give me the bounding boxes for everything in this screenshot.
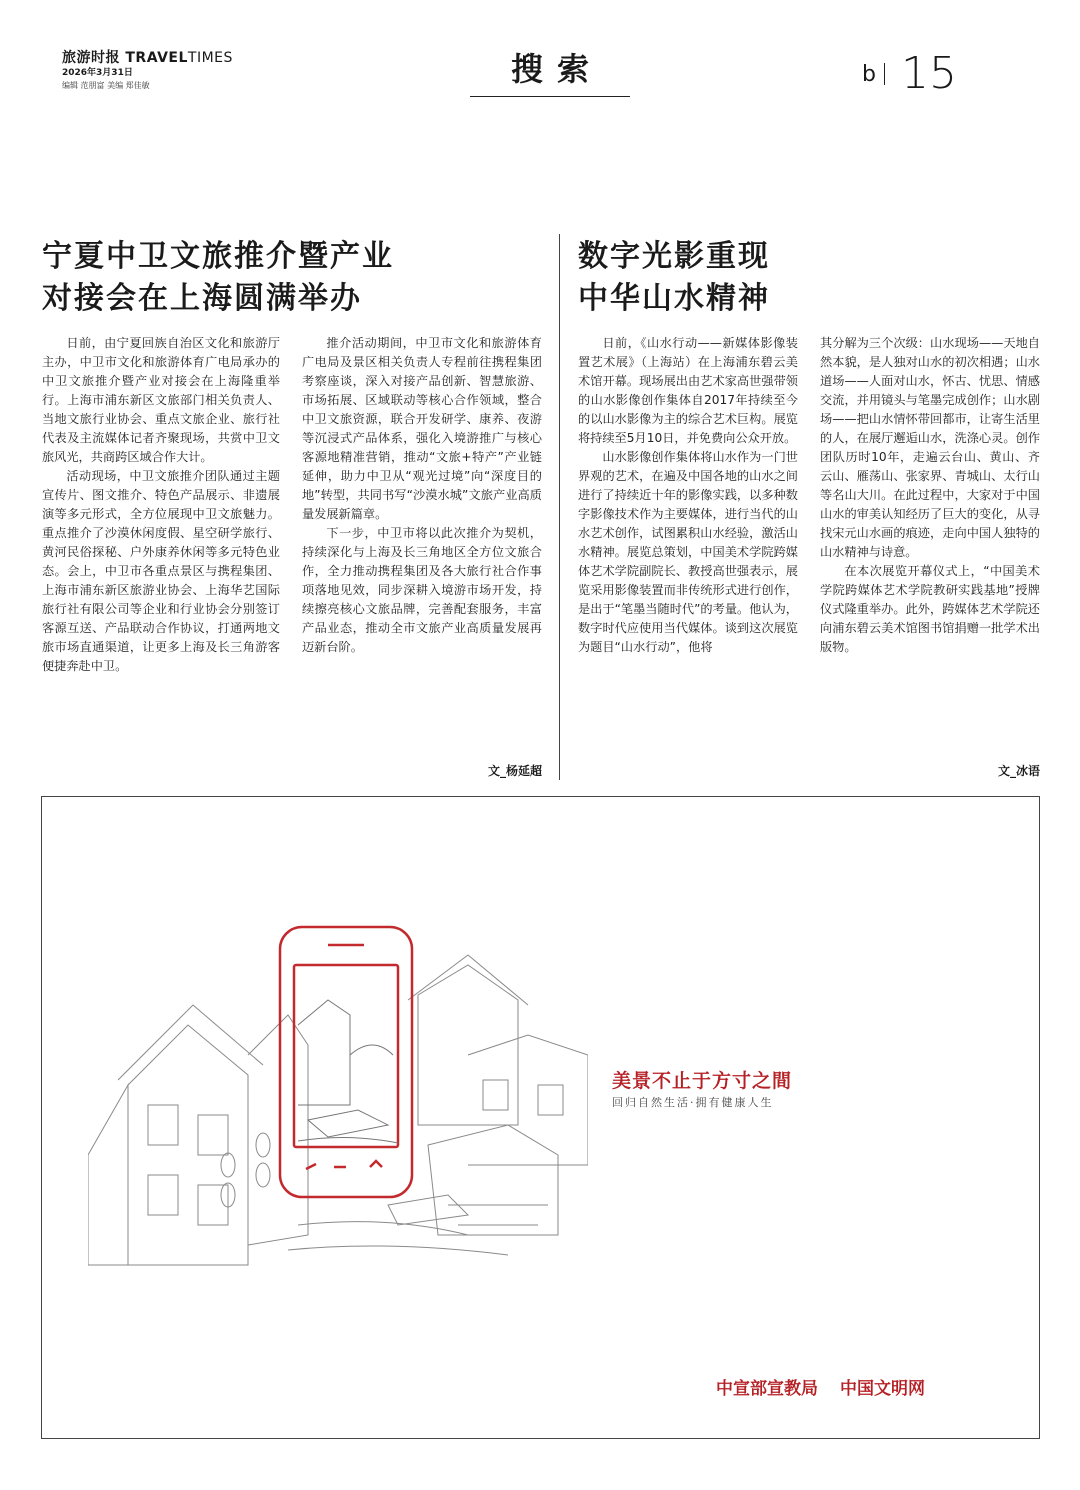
paragraph: 在本次展览开幕仪式上，“中国美术学院跨媒体艺术学院教研实践基地”授牌仪式隆重举办。此外，跨媒体艺术学院还向浦东碧云美术馆图书馆捐赠一批学术出版物。 [820,564,1040,654]
right-article-column-2 [820,334,1040,657]
paragraph: 下一步，中卫市将以此次推介为契机，持续深化与上海及长三角地区全方位文旅合作，全力推动携程集团及各大旅行社合作事项落地见效，同步深耕入境游市场开发，持续擦亮核心文旅品牌，完善配套服务，丰富产品业态，推动全市文旅产业高质量发展再迈新台阶。 [302,526,542,654]
right-article-headline: 数字光影重现 中华山水精神 [578,239,770,316]
right-article-column-1 [578,334,798,657]
left-article-column-2 [302,334,542,657]
phone-over-water-town-icon [88,905,588,1275]
sponsor-civilization-net: 中国文明网 [840,1379,925,1399]
masthead [62,50,233,92]
editor-line: 编辑 范朋富 美编 郑佳敏 [62,81,150,90]
paragraph: 推介活动期间，中卫市文化和旅游体育广电局及景区相关负责人专程前往携程集团考察座谈，深入对接产品创新、智慧旅游、市场拓展、区域联动等核心合作领域，整合中卫文旅资源，联合开发研学、康养、夜游等沉浸式产品体系，强化入境游推广与核心客源地精准营销，推动“文旅+特产”产业链延伸，助力中卫从“观光过境”向“深度目的地”转型，共同书写“沙漠水城”文旅产业高质量发展新篇章。 [302,336,542,521]
right-article-byline: 文_冰语 [997,764,1040,778]
page-number-value: 15 [900,48,957,99]
paragraph: 日前，由宁夏回族自治区文化和旅游厅主办，中卫市文化和旅游体育广电局承办的中卫文旅推介暨产业对接会在上海隆重举行。上海市浦东新区文旅部门相关负责人、当地文旅行业协会、重点文旅企业、旅行社代表及主流媒体记者齐聚现场，共赏中卫文旅风光，共商跨区域合作大计。 [42,336,280,464]
sponsor-propaganda-dept: 中宣部宣教局 [716,1379,818,1399]
paper-name-en: TIMES [187,50,233,66]
paper-name-cn: 旅游时报 [62,50,120,66]
page-letter: b [862,61,876,87]
paragraph: 日前，《山水行动——新媒体影像装置艺术展》（上海站）在上海浦东碧云美术馆开幕。现场展出由艺术家高世强带领的山水影像创作集体自2017年持续至今的以山水影像为主的综合艺术巨构。展览将持续至5月10日，并免费向公众开放。 [578,336,798,445]
paragraph: 其分解为三个次级：山水现场——天地自然本貌，是人独对山水的初次相遇；山水道场——人面对山水，怀古、忧思、情感交流，并用镜头与笔墨完成创作；山水剧场——把山水情怀带回都市，让寄生活里的人，在展厅邂逅山水，洗涤心灵。创作团队历时10年，走遍云台山、黄山、齐云山、雁荡山、张家界、青城山、太行山等名山大川。在此过程中，大家对于中国山水的审美认知经历了巨大的变化，从寻找宋元山水画的痕迹，走向中国人独特的山水精神与诗意。 [820,336,1040,559]
section-title: 搜索 [510,50,603,88]
column-divider [559,234,560,780]
section-rule [470,96,630,97]
paper-title [62,50,233,66]
page-number [862,48,957,99]
issue-date: 2026年3月31日 [62,68,133,78]
paragraph: 活动现场，中卫文旅推介团队通过主题宣传片、图文推介、特色产品展示、非遗展演等多元形式，全方位展现中卫文旅魅力。重点推介了沙漠休闲度假、星空研学旅行、黄河民俗探秘、户外康养休闲等多元特色业态。会上，中卫市各重点景区与携程集团、上海市浦东新区旅游业协会、上海华艺国际旅行社有限公司等企业和行业协会分别签订客源互送、产品联动合作协议，打通两地文旅市场直通渠道，让更多上海及长三角游客便捷奔赴中卫。 [42,469,280,673]
page-divider [884,63,885,85]
left-article-headline: 宁夏中卫文旅推介暨产业 对接会在上海圆满举办 [42,239,394,316]
paper-name-en-bold: TRAVEL [125,50,188,66]
left-article-column-1 [42,334,280,676]
ad-slogan: 美景不止于方寸之間 [612,1070,793,1092]
left-article-byline: 文_杨延超 [487,764,542,778]
paragraph: 山水影像创作集体将山水作为一门世界观的艺术，在遍及中国各地的山水之间进行了持续近十年的影像实践，以多种数字影像技术作为主要媒体，进行当代的山水艺术创作，试图累积山水经验，激活山水精神。展览总策划，中国美术学院跨媒体艺术学院副院长、教授高世强表示，展览采用影像装置而非传统形式进行创作，是出于“笔墨当随时代”的考量。他认为，数字时代应使用当代媒体。谈到这次展览为题目“山水行动”，他将 [578,450,798,654]
ad-subline: 回归自然生活·拥有健康人生 [612,1096,774,1109]
ad-sponsors [716,1374,925,1399]
